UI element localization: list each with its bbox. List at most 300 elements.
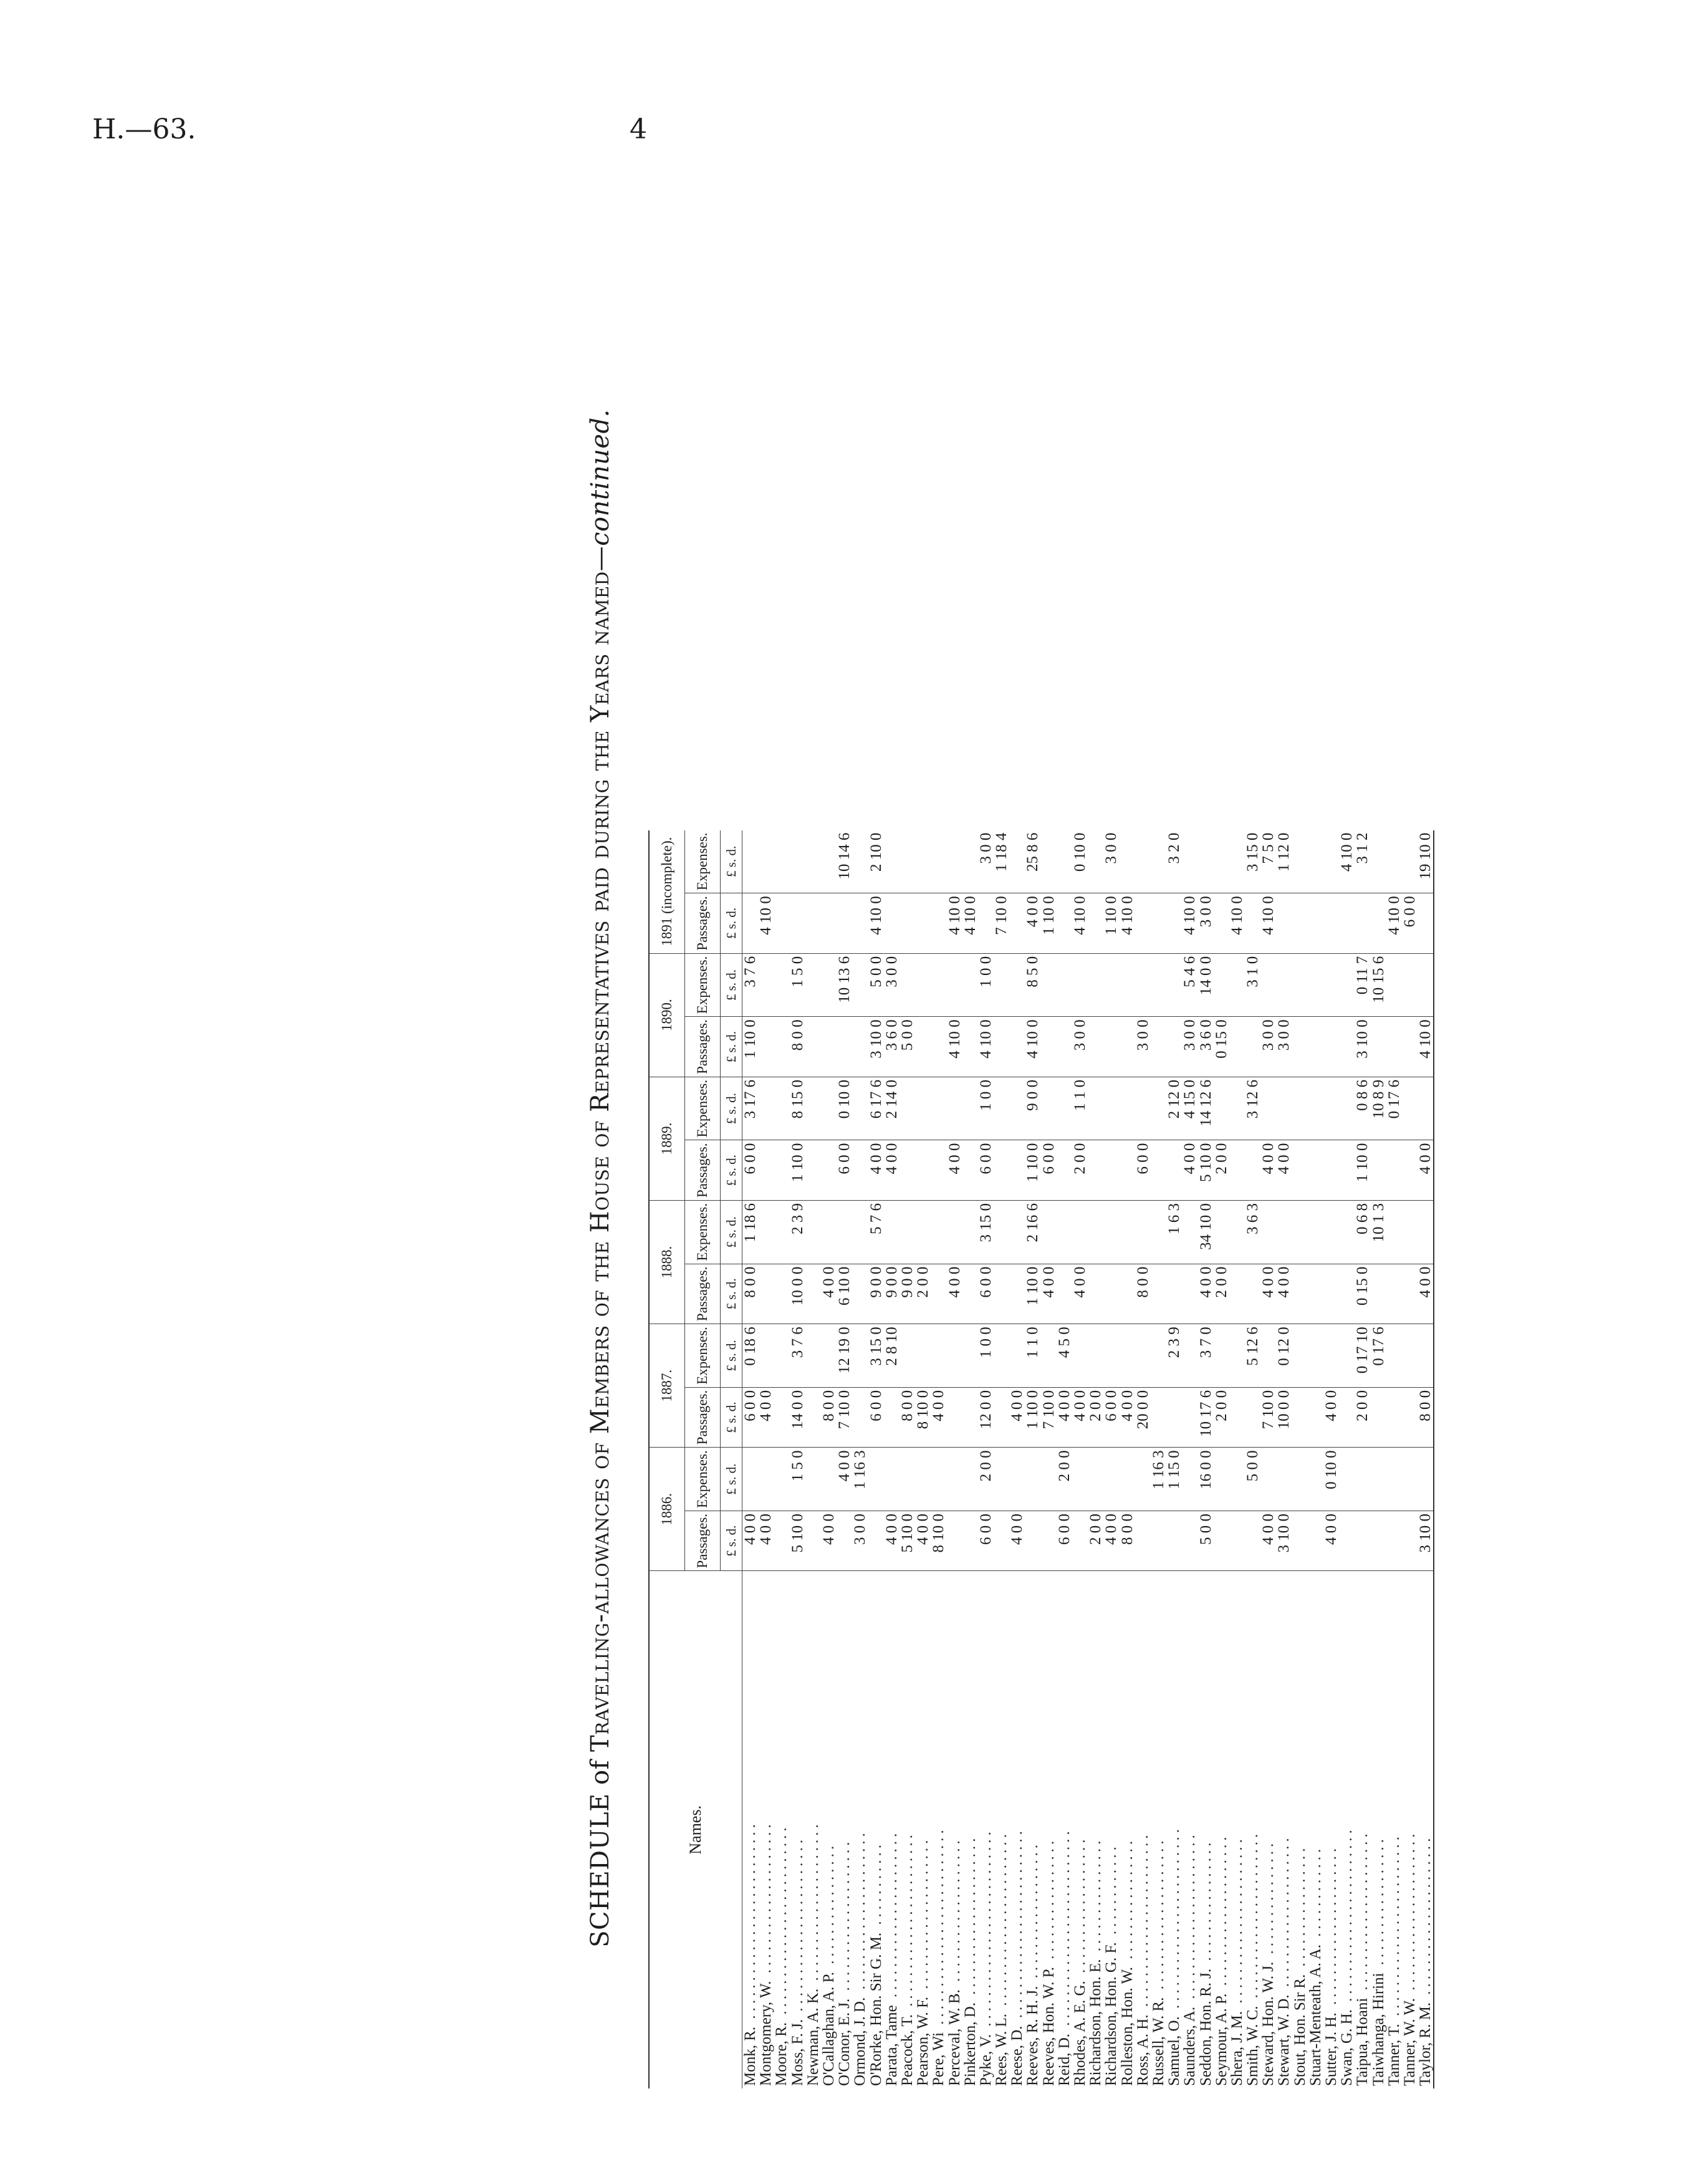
passages-cell: 6 0 0 [1057, 1511, 1072, 1571]
table-row [900, 830, 915, 2088]
leader-dots: ................. [1370, 1835, 1387, 1973]
passages-cell [852, 1387, 868, 1448]
expenses-cell: 2 16 6 [1025, 1201, 1040, 1264]
passages-cell: 4 0 0 [1418, 1264, 1434, 1324]
expenses-cell [1088, 1201, 1103, 1264]
member-name [774, 1571, 789, 2088]
expenses-cell [1120, 1448, 1135, 1511]
expenses-cell [931, 1077, 946, 1140]
passages-cell: 4 0 0 [884, 1140, 900, 1201]
passages-cell: 4 0 0 [946, 1140, 962, 1201]
leader-dots: ............... [1260, 1839, 1277, 1962]
passages-cell: 1 10 0 [1103, 893, 1119, 954]
expenses-cell [884, 1448, 900, 1511]
passages-cell [758, 1264, 774, 1324]
member-name [1009, 1571, 1025, 2088]
table-row [884, 830, 900, 2088]
leader-dots: ................ [1197, 1838, 1214, 1969]
passages-cell: 6 0 0 [1103, 1387, 1119, 1448]
expenses-cell [931, 1201, 946, 1264]
expenses-cell [915, 830, 931, 893]
expenses-cell [1214, 953, 1229, 1017]
expenses-cell [1103, 1448, 1119, 1511]
expenses-cell: 1 16 3 [852, 1448, 868, 1511]
expenses-cell: 4 5 0 [1057, 1324, 1072, 1388]
expenses-cell [1339, 953, 1355, 1017]
passages-cell [1355, 1511, 1370, 1571]
member-name-text: Montgomery, W. [757, 1981, 775, 2086]
passages-cell [915, 1140, 931, 1201]
expenses-cell: 10 8 9 [1371, 1077, 1386, 1140]
passages-cell [1323, 1264, 1339, 1324]
units-header: £ s. d. [721, 1387, 742, 1448]
expenses-cell [1088, 830, 1103, 893]
expenses-cell: 6 17 6 [868, 1077, 884, 1140]
passages-cell [1371, 893, 1386, 954]
expenses-cell [1229, 830, 1245, 893]
passages-cell: 5 10 0 [900, 1511, 915, 1571]
passages-cell [931, 1264, 946, 1324]
passages-cell: 4 0 0 [1041, 1264, 1057, 1324]
expenses-cell: 1 6 3 [1166, 1201, 1182, 1264]
expenses-cell [1214, 1448, 1229, 1511]
passages-cell [1009, 1140, 1025, 1201]
expenses-cell [1072, 1324, 1088, 1388]
passages-cell [837, 1017, 852, 1077]
expenses-cell [1135, 1324, 1151, 1388]
passages-cell [1245, 1140, 1260, 1201]
expenses-cell [1402, 1201, 1418, 1264]
passages-header: Passages. [685, 1387, 721, 1448]
passages-cell: 10 17 6 [1197, 1387, 1213, 1448]
passages-cell: 4 10 0 [962, 893, 978, 954]
expenses-cell: 19 10 0 [1418, 830, 1434, 893]
member-name [1292, 1571, 1308, 2088]
member-name-text: Taiwhanga, Hirini [1370, 1973, 1387, 2086]
passages-cell [1386, 1387, 1402, 1448]
expenses-cell [1135, 953, 1151, 1017]
expenses-cell [946, 1201, 962, 1264]
expenses-cell: 0 17 6 [1386, 1077, 1402, 1140]
passages-cell [1135, 1511, 1151, 1571]
member-name-text: Swan, G. H. [1338, 2009, 1356, 2086]
leader-dots: ....................... [993, 1830, 1010, 2014]
expenses-cell: 1 1 0 [1072, 1077, 1088, 1140]
expenses-cell [1292, 953, 1308, 1017]
expenses-header: Expenses. [685, 1324, 721, 1388]
member-name-text: Reese, D. [1009, 2025, 1026, 2086]
expenses-cell [962, 830, 978, 893]
passages-cell [1339, 893, 1355, 954]
passages-cell [1386, 1511, 1402, 1571]
expenses-cell [1276, 953, 1292, 1017]
member-name [978, 1571, 994, 2088]
expenses-cell [931, 953, 946, 1017]
expenses-cell [1339, 1448, 1355, 1511]
expenses-cell [994, 1201, 1009, 1264]
leader-dots: ..................... [961, 1834, 979, 2002]
expenses-cell [821, 830, 837, 893]
passages-cell: 4 0 0 [868, 1140, 884, 1201]
expenses-cell [1323, 1077, 1339, 1140]
passages-cell [1025, 1511, 1040, 1571]
passages-cell [805, 1511, 821, 1571]
passages-cell [1088, 1140, 1103, 1201]
leader-dots: ....................... [1134, 1831, 1151, 2015]
table-row [774, 830, 789, 2088]
passages-cell: 8 10 0 [931, 1511, 946, 1571]
expenses-cell [1057, 1077, 1072, 1140]
passages-cell [758, 1017, 774, 1077]
expenses-header: Expenses. [685, 1448, 721, 1511]
table-row [758, 830, 774, 2088]
table-row [1214, 830, 1229, 2088]
passages-cell: 3 0 0 [1135, 1017, 1151, 1077]
leader-dots: ................ [1291, 1844, 1308, 1974]
passages-cell [1009, 1264, 1025, 1324]
expenses-cell [1009, 1448, 1025, 1511]
expenses-cell [1276, 1077, 1292, 1140]
passages-cell [915, 893, 931, 954]
expenses-cell [1135, 830, 1151, 893]
passages-cell [1120, 1017, 1135, 1077]
passages-cell [1245, 1017, 1260, 1077]
expenses-cell [1182, 830, 1197, 893]
allowances-table [648, 830, 1434, 2088]
table-row [1166, 830, 1182, 2088]
passages-cell [1229, 1387, 1245, 1448]
member-name [1418, 1571, 1434, 2088]
passages-cell [1103, 1140, 1119, 1201]
passages-cell: 4 0 0 [1323, 1387, 1339, 1448]
table-row [962, 830, 978, 2088]
passages-header: Passages. [685, 893, 721, 954]
expenses-cell [946, 1077, 962, 1140]
table-row [1245, 830, 1260, 2088]
passages-cell [868, 1511, 884, 1571]
expenses-cell: 3 7 0 [1197, 1324, 1213, 1388]
expenses-cell [962, 1324, 978, 1388]
table-row [1323, 830, 1339, 2088]
passages-cell [1371, 1387, 1386, 1448]
passages-cell [1151, 1387, 1166, 1448]
expenses-cell: 2 0 0 [978, 1448, 994, 1511]
member-name [790, 1571, 805, 2088]
year-header: 1891 (incomplete). [649, 830, 685, 954]
member-name-text: Parata, Tame [883, 2005, 900, 2086]
passages-cell: 9 0 0 [884, 1264, 900, 1324]
passages-cell: 2 0 0 [1214, 1264, 1229, 1324]
expenses-cell: 3 0 0 [884, 953, 900, 1017]
table-row [852, 830, 868, 2088]
expenses-cell [1088, 1077, 1103, 1140]
passages-cell [931, 1140, 946, 1201]
expenses-cell: 2 3 9 [1166, 1324, 1182, 1388]
member-name [1229, 1571, 1245, 2088]
passages-cell [1088, 893, 1103, 954]
expenses-cell [1214, 830, 1229, 893]
member-name [1245, 1571, 1260, 2088]
expenses-cell [915, 953, 931, 1017]
member-name-text: Reeves, Hon. W. P. [1040, 1967, 1057, 2086]
expenses-header: Expenses. [685, 953, 721, 1017]
passages-cell: 4 0 0 [1260, 1264, 1276, 1324]
expenses-cell: 8 15 0 [790, 1077, 805, 1140]
leader-dots: .................... [914, 1836, 932, 1997]
expenses-cell [1120, 1201, 1135, 1264]
member-name-text: Saunders, A. [1181, 2006, 1199, 2086]
table-row [994, 830, 1009, 2088]
expenses-cell [758, 1448, 774, 1511]
expenses-cell [1308, 1448, 1323, 1511]
passages-cell: 3 10 0 [1276, 1511, 1292, 1571]
passages-cell [1371, 1140, 1386, 1201]
expenses-cell [1103, 1201, 1119, 1264]
expenses-cell: 0 18 6 [742, 1324, 759, 1388]
passages-cell: 4 10 0 [1072, 893, 1088, 954]
passages-cell: 4 0 0 [1323, 1511, 1339, 1571]
expenses-cell [994, 953, 1009, 1017]
passages-cell: 1 10 0 [1025, 1387, 1040, 1448]
expenses-cell [805, 1448, 821, 1511]
expenses-cell [1151, 1077, 1166, 1140]
passages-header: Passages. [685, 1511, 721, 1571]
expenses-cell [1386, 1201, 1402, 1264]
expenses-cell [1166, 953, 1182, 1017]
leader-dots: ................... [946, 1837, 963, 1990]
expenses-cell [994, 1324, 1009, 1388]
member-name [852, 1571, 868, 2088]
expenses-cell [1355, 1448, 1370, 1511]
expenses-cell [1371, 1448, 1386, 1511]
passages-cell [1166, 1017, 1182, 1077]
passages-cell: 2 0 0 [1072, 1140, 1088, 1201]
passages-cell [805, 1387, 821, 1448]
expenses-cell [774, 830, 789, 893]
expenses-cell: 2 12 0 [1166, 1077, 1182, 1140]
member-name [1025, 1571, 1040, 2088]
passages-cell [1371, 1511, 1386, 1571]
leader-dots: .................... [1275, 1834, 1293, 1995]
passages-cell [1182, 1511, 1197, 1571]
units-header: £ s. d. [721, 893, 742, 954]
expenses-cell [1120, 830, 1135, 893]
passages-cell [1151, 1264, 1166, 1324]
expenses-cell [1276, 1448, 1292, 1511]
expenses-cell [1057, 953, 1072, 1017]
member-name-text: Rhodes, A. E. G. [1072, 1981, 1089, 2086]
member-name [1214, 1571, 1229, 2088]
member-name-text: O'Conor, E. J. [836, 1998, 853, 2086]
expenses-cell: 2 3 9 [790, 1201, 805, 1264]
expenses-cell [852, 830, 868, 893]
member-name-text: Russell, W. R. [1149, 1997, 1167, 2086]
table-row [978, 830, 994, 2088]
passages-cell: 4 0 0 [931, 1387, 946, 1448]
expenses-cell: 10 14 6 [837, 830, 852, 893]
passages-cell: 7 10 0 [1041, 1387, 1057, 1448]
expenses-cell [1229, 1448, 1245, 1511]
passages-cell: 1 10 0 [1355, 1140, 1370, 1201]
passages-cell: 5 10 0 [790, 1511, 805, 1571]
passages-cell [1182, 1387, 1197, 1448]
passages-cell: 4 10 0 [1229, 893, 1245, 954]
expenses-cell [758, 1077, 774, 1140]
expenses-cell [1418, 953, 1434, 1017]
expenses-cell [758, 1201, 774, 1264]
expenses-cell [758, 1324, 774, 1388]
expenses-cell [758, 953, 774, 1017]
passages-cell [1339, 1140, 1355, 1201]
expenses-cell [1151, 953, 1166, 1017]
expenses-cell [1135, 1201, 1151, 1264]
passages-cell [1088, 1264, 1103, 1324]
expenses-header: Expenses. [685, 830, 721, 893]
passages-cell: 3 6 0 [884, 1017, 900, 1077]
expenses-cell [1292, 1201, 1308, 1264]
table-row [1041, 830, 1057, 2088]
expenses-cell: 3 1 2 [1355, 830, 1370, 893]
expenses-cell: 3 17 6 [742, 1077, 759, 1140]
passages-cell: 7 10 0 [994, 893, 1009, 954]
passages-cell: 0 15 0 [1355, 1264, 1370, 1324]
expenses-cell [852, 1201, 868, 1264]
expenses-cell [1229, 953, 1245, 1017]
passages-cell [1166, 1387, 1182, 1448]
passages-cell [1339, 1017, 1355, 1077]
passages-cell: 2 0 0 [1214, 1387, 1229, 1448]
expenses-cell [1120, 1324, 1135, 1388]
member-name [1197, 1571, 1213, 2088]
passages-cell [837, 893, 852, 954]
passages-cell [900, 1140, 915, 1201]
expenses-cell [946, 953, 962, 1017]
expenses-cell [1072, 953, 1088, 1017]
member-name [1402, 1571, 1418, 2088]
member-name-text: Taylor, R. M. [1417, 2002, 1434, 2086]
passages-cell [1229, 1017, 1245, 1077]
expenses-cell [852, 1324, 868, 1388]
expenses-cell [1276, 1201, 1292, 1264]
passages-cell [1402, 1511, 1418, 1571]
passages-cell [1229, 1140, 1245, 1201]
member-name-text: Moss, F. J. [789, 2019, 806, 2086]
passages-cell [1041, 1017, 1057, 1077]
member-name [1339, 1571, 1355, 2088]
passages-cell [1308, 1511, 1323, 1571]
member-name [1041, 1571, 1057, 2088]
passages-cell: 4 0 0 [1260, 1511, 1276, 1571]
member-name-text: Richardson, Hon. G. F. [1103, 1942, 1120, 2086]
expenses-cell [1151, 830, 1166, 893]
expenses-cell [1041, 953, 1057, 1017]
passages-cell [805, 1140, 821, 1201]
member-name-text: Taipua, Hoani [1354, 1997, 1371, 2086]
passages-cell: 0 15 0 [1214, 1017, 1229, 1077]
expenses-cell [1418, 1324, 1434, 1388]
expenses-cell [1260, 1077, 1276, 1140]
passages-cell: 9 0 0 [900, 1264, 915, 1324]
expenses-cell [1182, 1201, 1197, 1264]
rotated-schedule [586, 231, 1708, 2126]
expenses-cell [1214, 1077, 1229, 1140]
passages-cell [1229, 1264, 1245, 1324]
units-header: £ s. d. [721, 1077, 742, 1140]
expenses-cell: 1 0 0 [978, 1077, 994, 1140]
passages-cell [1214, 893, 1229, 954]
passages-cell: 14 0 0 [790, 1387, 805, 1448]
leader-dots: ......................... [1009, 1827, 1026, 2026]
expenses-cell: 4 0 0 [837, 1448, 852, 1511]
passages-cell [962, 1264, 978, 1324]
passages-cell [1151, 1511, 1166, 1571]
page-reference: H.—63. [92, 113, 196, 145]
table-row [837, 830, 852, 2088]
member-name [962, 1571, 978, 2088]
passages-cell [1041, 1511, 1057, 1571]
passages-cell [1057, 1017, 1072, 1077]
expenses-cell [1151, 1201, 1166, 1264]
expenses-cell [758, 830, 774, 893]
expenses-cell [1323, 1201, 1339, 1264]
table-row [1182, 830, 1197, 2088]
expenses-cell [1009, 953, 1025, 1017]
expenses-cell [742, 830, 759, 893]
leader-dots: .................... [1212, 1833, 1230, 1994]
passages-cell [1088, 1017, 1103, 1077]
expenses-cell: 3 15 0 [978, 1201, 994, 1264]
passages-cell: 4 0 0 [1072, 1264, 1088, 1324]
passages-cell [1182, 1264, 1197, 1324]
table-body [742, 830, 1434, 2088]
passages-cell: 1 10 0 [1025, 1264, 1040, 1324]
passages-cell [1245, 1264, 1260, 1324]
passages-cell: 1 10 0 [1025, 1140, 1040, 1201]
table-row [1103, 830, 1119, 2088]
expenses-cell: 1 15 0 [1166, 1448, 1182, 1511]
passages-cell: 4 0 0 [1025, 893, 1040, 954]
member-name-text: Tanner, W. W. [1401, 1998, 1418, 2086]
member-name-text: Peacock, T. [898, 2014, 916, 2086]
expenses-cell: 0 10 0 [1072, 830, 1088, 893]
member-name [884, 1571, 900, 2088]
table-row [1151, 830, 1166, 2088]
passages-cell [1386, 1140, 1402, 1201]
passages-cell: 5 10 0 [1197, 1140, 1213, 1201]
expenses-cell [915, 1448, 931, 1511]
expenses-cell [1308, 1201, 1323, 1264]
expenses-cell [900, 830, 915, 893]
leader-dots: .......................... [977, 1828, 994, 2034]
expenses-cell [1292, 1448, 1308, 1511]
passages-cell: 6 0 0 [742, 1140, 759, 1201]
passages-cell: 3 0 0 [1260, 1017, 1276, 1077]
expenses-cell [1135, 1077, 1151, 1140]
passages-cell: 4 0 0 [946, 1264, 962, 1324]
units-header: £ s. d. [721, 830, 742, 893]
expenses-cell: 0 12 0 [1276, 1324, 1292, 1388]
expenses-cell [946, 1448, 962, 1511]
passages-cell: 6 0 0 [978, 1511, 994, 1571]
expenses-cell: 16 0 0 [1197, 1448, 1213, 1511]
expenses-cell [900, 1448, 915, 1511]
expenses-cell [1402, 1324, 1418, 1388]
title-prefix: SCHEDULE of [586, 1760, 615, 1948]
member-name [821, 1571, 837, 2088]
expenses-cell [821, 953, 837, 1017]
expenses-cell [1009, 1077, 1025, 1140]
expenses-cell: 3 6 3 [1245, 1201, 1260, 1264]
